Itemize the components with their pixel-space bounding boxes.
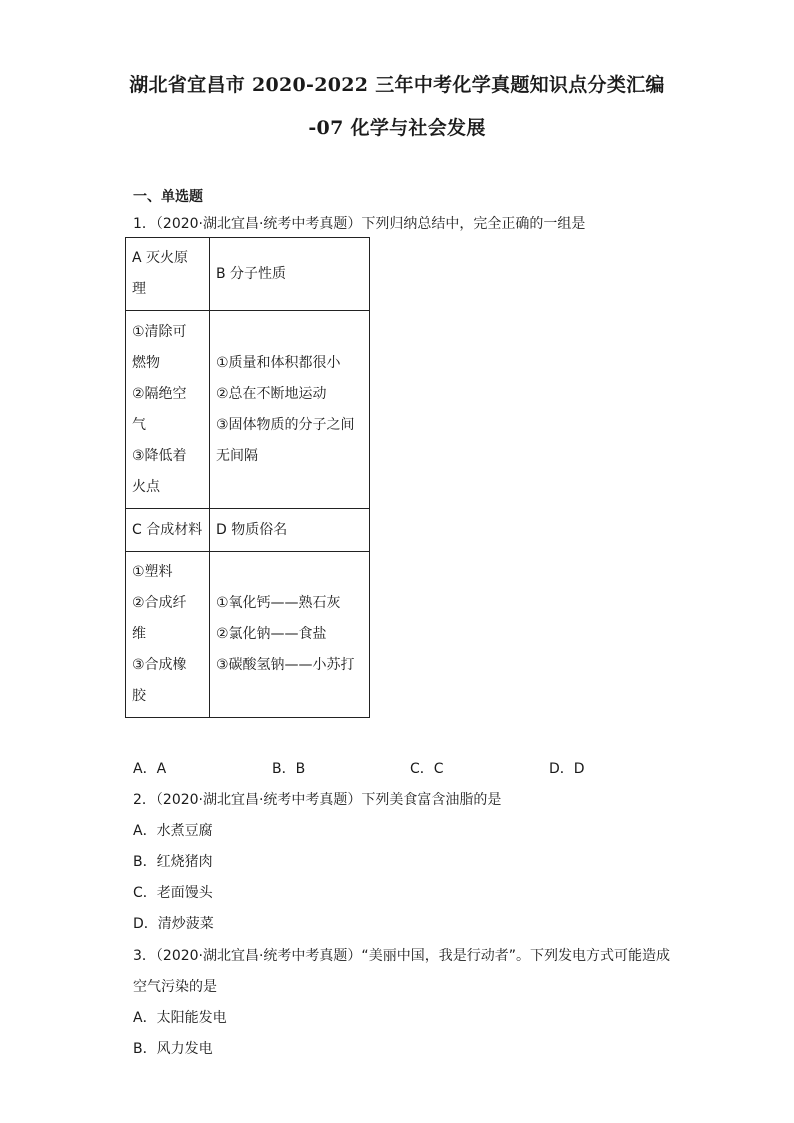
cell-a-items: ①清除可 燃物 ②隔绝空 气 ③降低着 火点 bbox=[126, 311, 210, 509]
cell-b-items: ①质量和体积都很小 ②总在不断地运动 ③固体物质的分子之间 无间隔 bbox=[210, 311, 370, 509]
table-row bbox=[126, 509, 370, 552]
question-2-stem: 2．（2020·湖北宜昌·统考中考真题）下列美食富含油脂的是 bbox=[133, 792, 502, 808]
question-1-option-a: A．A bbox=[133, 761, 167, 777]
cell-d-items: ①氧化钙——熟石灰 ②氯化钠——食盐 ③碳酸氢钠——小苏打 bbox=[210, 552, 370, 718]
question-1-option-d: D．D bbox=[549, 761, 585, 777]
section-heading: 一、单选题 bbox=[133, 189, 203, 205]
table-row bbox=[126, 311, 370, 509]
question-2-option-c: C．老面馒头 bbox=[133, 885, 213, 901]
question-3-option-a: A．太阳能发电 bbox=[133, 1010, 227, 1026]
question-1-option-c: C．C bbox=[410, 761, 444, 777]
question-1-option-b: B．B bbox=[272, 761, 306, 777]
cell-a-heading: A 灭火原 理 bbox=[126, 238, 210, 311]
question-3-option-b: B．风力发电 bbox=[133, 1041, 213, 1057]
question-2-option-d: D．清炒菠菜 bbox=[133, 916, 214, 932]
cell-d-heading: D 物质俗名 bbox=[210, 509, 370, 552]
document-title-line1: 湖北省宜昌市 2020-2022 三年中考化学真题知识点分类汇编 bbox=[129, 74, 665, 96]
question-3-stem-line2: 空气污染的是 bbox=[133, 979, 217, 995]
question-3-stem-line1: 3．（2020·湖北宜昌·统考中考真题）“美丽中国，我是行动者”。下列发电方式可能造成 bbox=[133, 948, 670, 964]
question-2-option-a: A．水煮豆腐 bbox=[133, 823, 213, 839]
cell-c-items: ①塑料 ②合成纤 维 ③合成橡 胶 bbox=[126, 552, 210, 718]
table-row bbox=[126, 238, 370, 311]
question-1-stem: 1．（2020·湖北宜昌·统考中考真题）下列归纳总结中，完全正确的一组是 bbox=[133, 216, 586, 232]
question-1-table bbox=[125, 237, 370, 718]
cell-b-heading: B 分子性质 bbox=[210, 238, 370, 311]
table-row bbox=[126, 552, 370, 718]
question-2-option-b: B．红烧猪肉 bbox=[133, 854, 213, 870]
document-title-line2: -07 化学与社会发展 bbox=[308, 117, 486, 139]
cell-c-heading: C 合成材料 bbox=[126, 509, 210, 552]
